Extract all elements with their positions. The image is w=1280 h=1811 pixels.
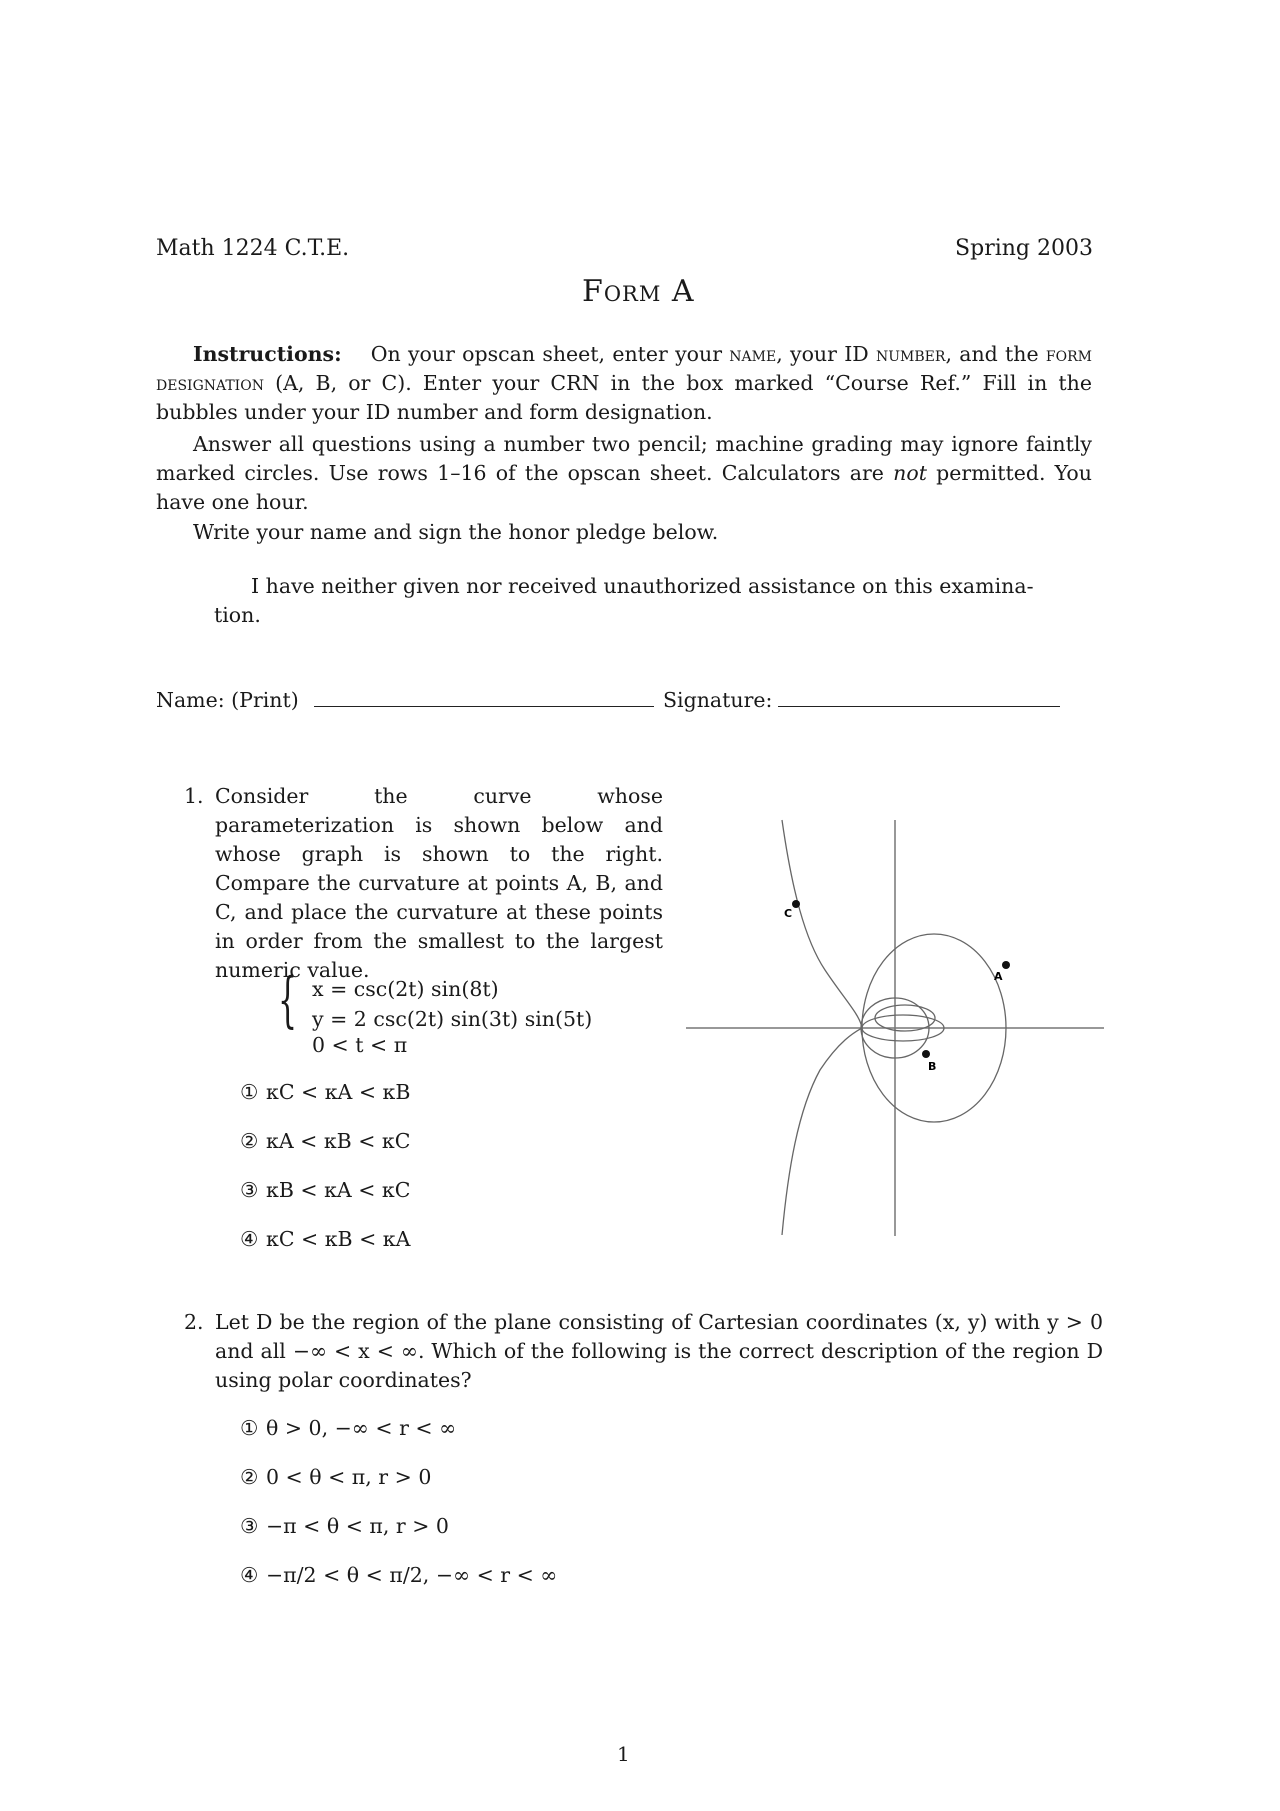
q1-option-4-text: κC < κB < κA [266,1227,411,1251]
instructions-name-term: name [729,342,777,366]
curve-branch-lower [782,1028,862,1235]
instructions-number-term: number [876,342,946,366]
q1-text: Consider the curve whose parameterization is shown below and whose graph is shown to the right. Compare the curvature at points A, B, and C, and place the curvature at these points in order from the smallest to the largest numeric value. [215,784,663,982]
signature-input-line[interactable] [778,706,1060,707]
q2-option-4[interactable] [240,1563,557,1587]
point-c-label: C [784,907,793,920]
q1-option-3-bubble[interactable]: ③ [240,1178,259,1202]
q1-option-2[interactable] [240,1129,410,1153]
name-input-line[interactable] [314,706,654,707]
instructions-text: Answer all questions using a number two pencil; machine grading may ignore faintly marked circles. Use rows 1–16 of the opscan sheet. Calculators are [156,432,1092,485]
q2-option-3-text: −π < θ < π, r > 0 [266,1514,449,1538]
instructions-form-term: form designation [156,342,1092,395]
q1-number: 1. [184,784,204,808]
q1-option-3[interactable] [240,1178,410,1202]
instructions-paragraph-3: Write your name and sign the honor pledge below. [193,520,719,544]
point-b-label: B [928,1060,937,1073]
q1-equation-x: x = csc(2t) sin(8t) [312,977,499,1001]
form-title-word: Form [582,274,662,309]
q1-equation-y: y = 2 csc(2t) sin(3t) sin(5t) [312,1007,593,1031]
q2-option-4-bubble[interactable]: ④ [240,1563,259,1587]
curve-inner-loop [875,1005,935,1031]
q2-option-1-bubble[interactable]: ① [240,1416,259,1440]
term-label: Spring 2003 [955,236,1093,261]
q2-number: 2. [184,1310,204,1334]
point-a-marker [1002,961,1010,969]
page-number: 1 [617,1742,630,1766]
instructions-text: On your opscan sheet, enter your [370,342,723,366]
q2-option-1-text: θ > 0, −∞ < r < ∞ [266,1416,457,1440]
q2-option-1[interactable] [240,1416,456,1440]
q1-system-brace: { [278,965,298,1035]
instructions-paragraph-2 [156,430,1092,517]
course-title: Math 1224 C.T.E. [156,236,350,261]
point-c-marker [792,900,800,908]
q2-text: Let D be the region of the plane consisting of Cartesian coordinates (x, y) with y > 0 and all −∞ < x < ∞. Which of the following is the correct description of the region D using polar coordinates? [215,1310,1103,1392]
instructions-text: , your ID [776,342,869,366]
q1-curve-graph [680,810,1110,1240]
q1-option-4-bubble[interactable]: ④ [240,1227,259,1251]
q2-option-2-text: 0 < θ < π, r > 0 [266,1465,432,1489]
form-title [582,274,695,309]
point-a-label: A [994,970,1003,983]
q1-option-2-bubble[interactable]: ② [240,1129,259,1153]
q1-parameter-range: 0 < t < π [312,1033,408,1057]
q1-option-1-bubble[interactable]: ① [240,1080,259,1104]
q2-option-2[interactable] [240,1465,431,1489]
point-b-marker [922,1050,930,1058]
instructions-text: , and the [945,342,1039,366]
q1-option-1[interactable] [240,1080,410,1104]
q2-option-4-text: −π/2 < θ < π/2, −∞ < r < ∞ [266,1563,558,1587]
q2-option-2-bubble[interactable]: ② [240,1465,259,1489]
q1-option-3-text: κB < κA < κC [266,1178,411,1202]
instructions-not-emphasis: not [893,461,927,485]
form-title-letter: A [671,274,695,309]
instructions-label: Instructions: [193,342,342,366]
honor-pledge: I have neither given nor received unauthorized assistance on this examina- tion. [214,574,1034,627]
q1-option-4[interactable] [240,1227,410,1251]
instructions-paragraph-1 [156,340,1092,427]
q1-option-2-text: κA < κB < κC [266,1129,411,1153]
signature-label: Signature: [663,688,773,712]
q2-option-3-bubble[interactable]: ③ [240,1514,259,1538]
name-label: Name: (Print) [156,688,299,712]
q2-option-3[interactable] [240,1514,449,1538]
instructions-text: (A, B, or C). Enter your CRN in the box marked “Course Ref.” Fill in the bubbles under your ID number and form designation. [156,371,1092,424]
q1-option-1-text: κC < κA < κB [266,1080,411,1104]
curve-branch-upper [782,820,862,1028]
instructions-text: permitted. You have one hour. [156,461,1092,514]
